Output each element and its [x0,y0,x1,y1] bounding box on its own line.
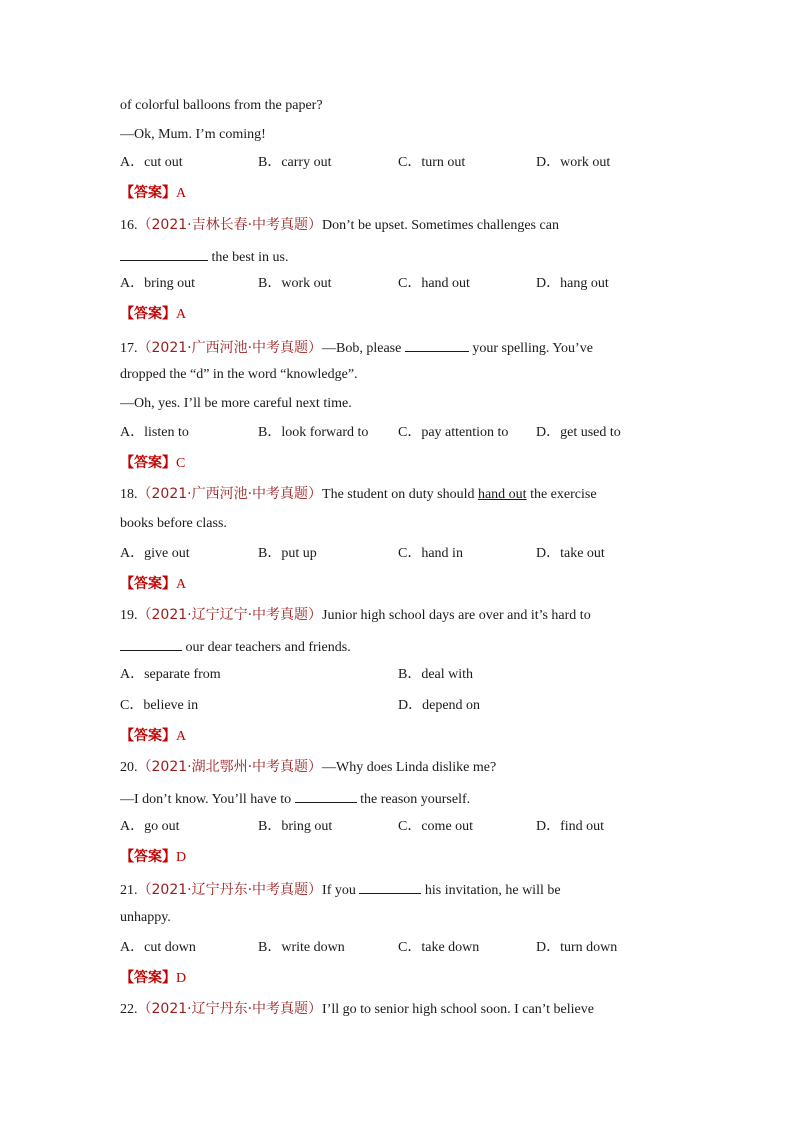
q16-stem-line2 [120,246,289,267]
answer-label: 【答案】 [120,728,176,744]
answer-value: D [176,850,187,865]
answer-label: 【答案】 [120,970,176,986]
q19-option-d: D．depend on [398,698,481,713]
q19-text2: our dear teachers and friends. [185,640,351,655]
q18-option-d: D．take out [536,546,605,561]
q20-stem [120,758,496,777]
question-number: 16. [120,218,138,233]
q18-option-c: C．hand in [398,546,463,561]
answer-value: C [176,456,186,471]
q20-option-b: B．bring out [258,819,333,834]
underlined-phrase: hand out [477,487,527,502]
q15-option-c: C．turn out [398,155,466,170]
question-number: 22. [120,1002,138,1017]
q21-option-b: B．write down [258,940,345,955]
answer-label: 【答案】 [120,455,176,471]
q22-text1: I’ll go to senior high school soon. I can’t believe [322,1002,594,1017]
q17-text1b: your spelling. You’ve [472,341,593,356]
q15-option-b: B．carry out [258,155,332,170]
q16-option-b: B．work out [258,276,332,291]
answer-value: A [176,577,187,592]
q21-stem [120,879,561,900]
q17-option-a: A．listen to [120,425,189,440]
q16-stem [120,216,559,235]
q21-text1b: his invitation, he will be [424,883,561,898]
q15-text-line2: —Ok, Mum. I’m coming! [120,127,266,142]
q19-stem-line2 [120,636,351,657]
q21-option-d: D．turn down [536,940,618,955]
q22-stem [120,1000,594,1019]
answer-blank [120,636,182,651]
q20-text1: —Why does Linda dislike me? [322,760,497,775]
question-number: 21. [120,883,138,898]
q18-option-b: B．put up [258,546,317,561]
q21-option-c: C．take down [398,940,480,955]
q15-option-d: D．work out [536,155,611,170]
q20-stem-line2 [120,788,470,809]
q21-stem-line2: unhappy. [120,910,171,925]
q21-text1a: If you [322,883,356,898]
question-source: （2021·广西河池·中考真题） [137,340,323,356]
answer-blank [405,337,469,352]
answer-label: 【答案】 [120,306,176,322]
q19-option-c: C．believe in [120,698,199,713]
q17-option-b: B．look forward to [258,425,369,440]
q16-option-d: D．hang out [536,276,609,291]
answer-label: 【答案】 [120,185,176,201]
q19-stem [120,606,591,625]
q20-option-c: C．come out [398,819,474,834]
question-number: 17. [120,341,138,356]
answer-blank [359,879,421,894]
answer-label: 【答案】 [120,576,176,592]
question-source: （2021·湖北鄂州·中考真题） [137,759,323,775]
answer-blank [120,246,208,261]
question-number: 19. [120,608,138,623]
answer-label: 【答案】 [120,849,176,865]
answer-value: A [176,729,187,744]
question-source: （2021·辽宁丹东·中考真题） [137,882,323,898]
q20-text2a: —I don’t know. You’ll have to [120,792,292,807]
q20-answer [120,848,186,867]
question-number: 18. [120,487,138,502]
q20-option-d: D．find out [536,819,605,834]
q16-answer [120,305,186,324]
q15-text-line1: of colorful balloons from the paper? [120,98,323,113]
q19-option-b: B．deal with [398,667,474,682]
q17-stem [120,337,593,358]
q19-text1: Junior high school days are over and it’s hard to [322,608,591,623]
q21-answer [120,969,186,988]
q19-answer [120,727,186,746]
question-source: （2021·吉林长春·中考真题） [137,217,323,233]
q18-answer [120,575,186,594]
answer-value: A [176,307,187,322]
q18-text1a: The student on duty should [322,487,475,502]
q18-text1b: the exercise [530,487,597,502]
q17-text1a: —Bob, please [322,341,402,356]
q17-option-d: D．get used to [536,425,621,440]
q17-option-c: C．pay attention to [398,425,509,440]
q21-option-a: A．cut down [120,940,196,955]
q16-text2: the best in us. [211,250,289,265]
question-source: （2021·辽宁丹东·中考真题） [137,1001,323,1017]
q17-stem-line2: dropped the “d” in the word “knowledge”. [120,367,358,382]
q18-stem-line2: books before class. [120,516,227,531]
q20-text2b: the reason yourself. [360,792,471,807]
q20-option-a: A．go out [120,819,180,834]
q16-text: Don’t be upset. Sometimes challenges can [322,218,559,233]
q15-option-a: A．cut out [120,155,183,170]
q16-option-c: C．hand out [398,276,470,291]
answer-value: A [176,186,187,201]
q17-answer [120,454,185,473]
question-source: （2021·广西河池·中考真题） [137,486,323,502]
answer-value: D [176,971,187,986]
answer-blank [295,788,357,803]
question-source: （2021·辽宁辽宁·中考真题） [137,607,323,623]
q17-stem-line3: —Oh, yes. I’ll be more careful next time. [120,396,352,411]
q19-option-a: A．separate from [120,667,221,682]
question-number: 20. [120,760,138,775]
q18-stem [120,485,597,504]
q16-option-a: A．bring out [120,276,196,291]
q18-option-a: A．give out [120,546,190,561]
q15-answer [120,184,186,203]
